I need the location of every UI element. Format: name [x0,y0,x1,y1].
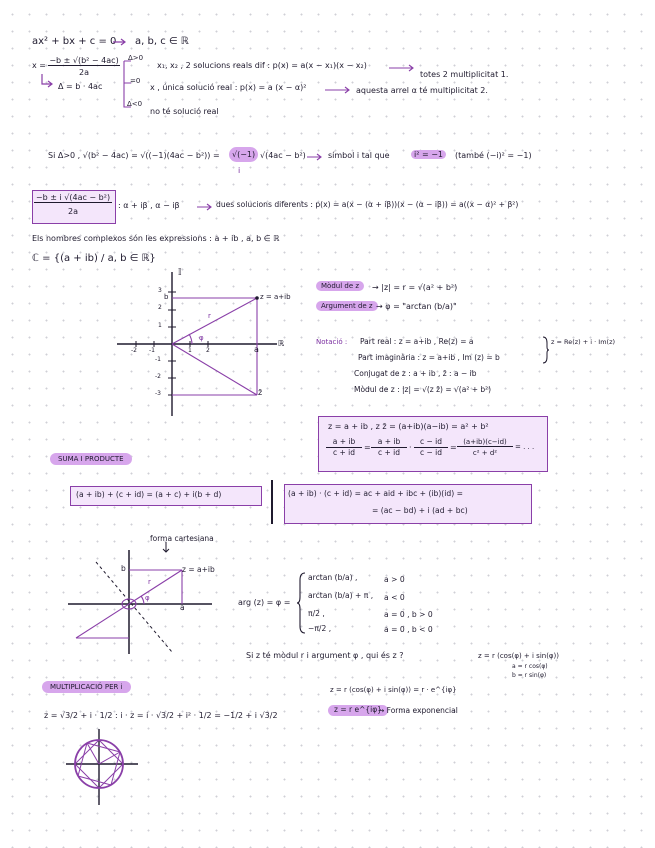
modulus-formula: → |z| = r = √(a² + b²) [372,283,458,292]
equals-sign: = [364,443,371,452]
arg-case-expr: π/2 , [308,609,325,618]
case-positive-label: Δ>0 [128,54,144,62]
section-divider [271,480,273,524]
arrow-icon [40,74,54,88]
case-negative-text: no té solució real [150,107,219,116]
arg-lhs: arg (z) = φ = [238,598,291,607]
cartesian-b-label: b [121,564,126,573]
argument-tag: Argument de z [316,301,378,311]
frac1-num: a + ib [326,438,362,448]
quadratic-domain: a, b, c ∈ ℝ [135,36,189,47]
brace-note: z = Re(z) + i · Im(z) [551,338,616,346]
arg-case-cond: a = 0 , b < 0 [384,625,433,634]
product-line2: = (ac − bd) + i (ad + bc) [372,506,468,515]
notation-imaginary: Part imaginària : z = a+ib , Im (z) = b [358,353,500,362]
cartesian-phi-label: φ [145,594,150,602]
also-note: (també (−i)² = −1) [455,151,532,160]
case-positive-text: x₁, x₂ , 2 solucions reals dif : p(x) = a(x − x₁)(x − x₂) [157,61,367,70]
polar-question: Si z té mòdul r i argument φ , qui és z ? [246,651,404,660]
cartesian-a-label: a [180,603,185,612]
multiplication-tag: MULTIPLICACIÓ PER i [42,681,131,693]
arrow-icon [112,38,128,46]
argument-formula: → φ = "arctan (b/a)" [376,302,457,311]
b-label: b [164,293,169,301]
phi-label: φ [199,334,204,342]
left-brace-icon [296,572,306,634]
notation-modulus: Mòdul de z : |z| = √(z z̄) = √(a² + b²) [354,385,492,394]
arg-case-expr: arctan (b/a) , [308,573,358,582]
arg-case-cond: a < 0 [384,593,405,602]
notation-label: Notació : [316,338,348,346]
case-zero-note: aquesta arrel α té multiplicitat 2. [356,86,488,95]
sqrt-line-rest: √(4ac − b²) [260,151,306,160]
notation-conjugate: Conjugat de z : a + ib , z̄ : a − ib [354,369,477,378]
case-zero-text: x , única solució real : p(x) = a (x − α)² [150,83,307,92]
sum-product-tag: SUMA I PRODUCTE [50,453,132,465]
polar-a-eq: a = r cos(φ) [512,663,548,670]
modulus-tag: Mòdul de z [316,281,364,291]
y-tick: -1 [155,356,161,363]
euler-line: z = r (cos(φ) + i sin(φ)) = r · e^{iφ} [330,686,457,694]
brace-icon [542,336,550,364]
re-axis-label: ℝ [278,339,285,348]
conj-tail: = . . . [515,443,535,451]
arrow-icon [388,64,416,72]
arrow-icon [324,86,352,94]
y-tick: 2 [158,304,162,311]
y-tick: 1 [158,322,162,329]
frac3-num: c − id [414,438,448,448]
equals-sign: = [450,443,457,452]
multiplication-line: z = √3/2 + i · 1/2 : i · z = i · √3/2 + i² · 1/2 = −1/2 + i √3/2 [44,711,278,720]
arg-case-expr: −π/2 , [308,624,332,633]
exponential-form: z = r e^{iφ} [328,705,388,716]
frac2-den: c + id [377,448,401,457]
x-tick: 2 [206,347,210,354]
notation-real: Part real : z = a+ib , Re(z) = a [360,337,474,346]
x-tick: -2 [131,347,137,354]
polar-trig: z = r (cos(φ) + i sin(φ)) [478,652,560,660]
formula-denominator: 2a [79,68,89,77]
sum-formula: (a + ib) + (c + id) = (a + c) + i(b + d) [76,490,222,499]
arg-case-expr: arctan (b/a) + π , [308,591,374,600]
quadratic-equation: ax² + bx + c = 0 [32,36,117,47]
cartesian-r-label: r [148,578,151,586]
case-positive-note: totes 2 multiplicitat 1. [420,70,509,79]
case-negative-label: Δ<0 [127,100,143,108]
x-tick: 1 [188,347,192,354]
arrow-icon [306,153,324,161]
y-tick: -2 [155,373,161,380]
arg-case-cond: a > 0 [384,575,405,584]
complex-definition: Els nombres complexos són les expressions : a + ib , a, b ∈ ℝ [32,234,280,243]
frac2-num: a + ib [371,438,407,448]
a-label: a [254,345,259,354]
cartesian-label: forma cartesiana [150,534,214,543]
two-solutions-denominator: 2a [68,207,78,216]
two-solutions-numerator: −b ± i √(4ac − b²) [35,193,111,202]
frac4-den: c² + d² [472,449,498,457]
conjugate-label: z̄ [258,388,263,397]
complex-set: ℂ = {(a + ib) / a, b ∈ ℝ} [32,253,156,264]
y-tick: 3 [158,287,162,294]
exponential-note: → Forma exponencial [378,706,458,715]
polar-b-eq: b = r sin(φ) [512,672,547,679]
arg-case-cond: a = 0 , b > 0 [384,610,433,619]
delta-definition: Δ = b · 4ac [58,82,103,91]
cartesian-z-label: z = a+ib [182,565,215,574]
r-label: r [208,312,211,320]
two-solutions-eq: : α + iβ , α − iβ [118,201,180,210]
im-axis-label: 𝕀 [178,268,182,278]
sqrt-minus-one: √(−1) [229,147,258,162]
two-solutions-text: dues solucions diferents : p(x) = a(x − (α + iβ))(x − (α − iβ)) = a((x − α)² + β²) [216,200,519,209]
frac3-den: c − id [419,448,443,457]
case-zero-label: =0 [130,77,141,85]
i-squared: i² = −1 [411,150,446,159]
conj-line1: z = a + ib , z z̄ = (a+ib)(a−ib) = a² + b² [328,422,489,431]
frac4-num: (a+ib)(c−id) [457,438,513,447]
times-sign: · [409,443,412,452]
symbol-text: símbol i tal que [328,151,390,160]
product-line1: (a + ib) · (c + id) = ac + aid + ibc + (ib)(id) = [288,489,463,498]
formula-numerator: −b ± √(b² − 4ac) [49,56,119,65]
arrow-icon [196,203,214,211]
x-tick: -1 [149,347,155,354]
frac1-den: c + id [332,448,356,457]
sqrt-line-prefix: Si Δ>0 , √(b² − 4ac) = √((−1)(4ac − b²)) = [48,151,220,160]
y-tick: -3 [155,390,161,397]
z-point-label: z = a+ib [260,293,291,301]
i-label: i [238,166,241,175]
rotation-diagram [62,727,142,807]
formula-lhs: x = [32,61,46,70]
